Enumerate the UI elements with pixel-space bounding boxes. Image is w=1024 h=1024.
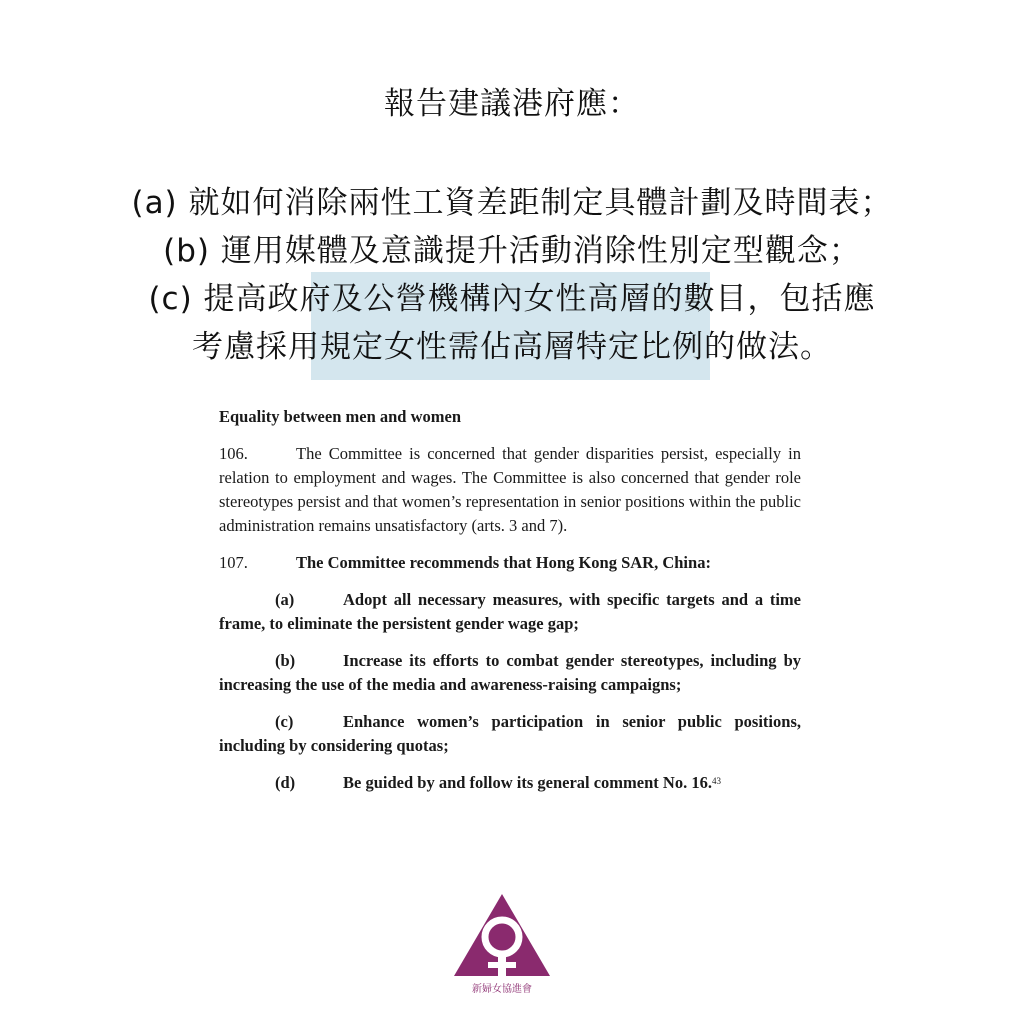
summary-title: 報告建議港府應： xyxy=(384,86,640,122)
paragraph-number: 106. xyxy=(219,444,248,463)
recommendation-c xyxy=(219,710,801,758)
item-label: (c) xyxy=(275,712,294,731)
item-text: Increase its efforts to combat gender stereotypes, including by increasing the use of the media and awareness-raising campaigns; xyxy=(219,651,801,694)
section-heading: Equality between men and women xyxy=(219,407,462,426)
summary-line-b: (b) 運用媒體及意識提升活動消除性別定型觀念； xyxy=(163,233,861,269)
document-excerpt xyxy=(219,405,801,808)
paragraph-106 xyxy=(219,442,801,538)
paragraph-107 xyxy=(219,551,801,575)
summary-line-a: (a) 就如何消除兩性工資差距制定具體計劃及時間表； xyxy=(131,185,893,221)
item-text: Adopt all necessary measures, with specific targets and a time frame, to eliminate the persistent gender wage gap; xyxy=(219,590,801,633)
item-text: Be guided by and follow its general comment No. 16. xyxy=(343,773,712,792)
footnote-ref: 43 xyxy=(711,776,721,786)
chinese-summary xyxy=(0,0,1024,390)
item-label: (d) xyxy=(275,773,296,792)
organization-name: 新婦女協進會 xyxy=(472,984,532,995)
recommendation-a xyxy=(219,588,801,636)
recommendation-b xyxy=(219,649,801,697)
summary-line-c-cont: 考慮採用規定女性需佔高層特定比例的做法。 xyxy=(192,329,832,365)
organization-logo-icon xyxy=(452,892,552,992)
item-text: Enhance women’s participation in senior public positions, including by considering quotas; xyxy=(219,712,801,755)
paragraph-number: 107. xyxy=(219,553,248,572)
item-label: (a) xyxy=(275,590,295,609)
summary-line-c: (c) 提高政府及公營機構內女性高層的數目，包括應 xyxy=(148,281,876,317)
recommendation-d xyxy=(219,771,801,795)
paragraph-text: The Committee is concerned that gender disparities persist, especially in relation to employment and wages. The Committee is also concerned that gender role stereotypes persist and that women’s representation in senior positions within the public administration remains unsatisfactory (arts. 3 and 7). xyxy=(219,444,801,535)
item-label: (b) xyxy=(275,651,296,670)
paragraph-text: The Committee recommends that Hong Kong SAR, China: xyxy=(296,553,711,572)
